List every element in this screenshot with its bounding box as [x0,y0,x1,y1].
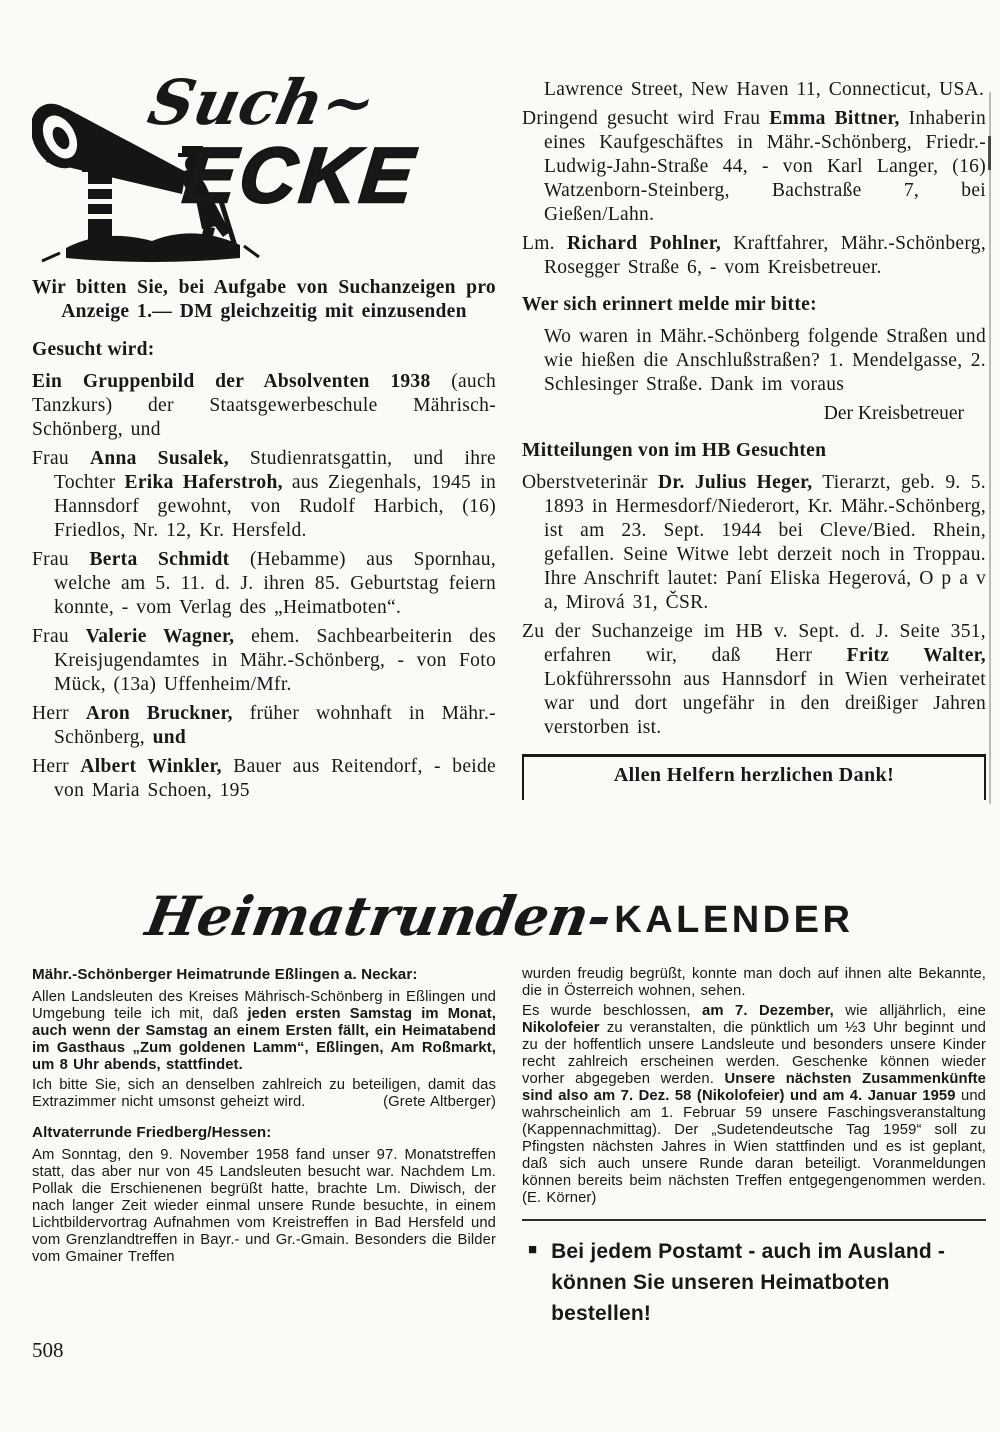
postamt-callout [522,1219,986,1329]
thanks-box [522,754,986,800]
erinnert-heading: Wer sich erinnert melde mir bitte: [522,294,817,315]
postamt-line2: können Sie unseren Heimatboten bestellen! [551,1271,890,1325]
logo-script-text: Such~ [142,66,383,139]
square-bullet-icon: ■ [528,1241,538,1258]
gesucht-item [32,548,496,620]
postamt-text [551,1236,986,1329]
friedberg-heading: Altvaterrunde Friedberg/Hessen: [32,1124,272,1141]
friedberg-paragraph [32,1147,496,1266]
mitteilungen-heading: Mitteilungen von im HB Gesuchten [522,440,827,461]
text-segment: Herr [32,756,81,777]
submission-notice: Wir bitten Sie, bei Aufgabe von Suchanzeigen pro Anzeige 1.— DM gleichzeitig mit einzusenden [32,277,496,322]
text-segment: Herr [32,703,86,724]
text-segment: Frau [32,549,90,570]
kalender-section [32,966,986,1329]
text-segment: Unsere nächsten Zusammenkünfte sind also am 7. Dez. 58 (Nikolofeier) und am 4. Januar 1959 [522,1071,986,1104]
text-segment: Allen Landsleuten des Kreises Mährisch-Schönberg in Eßlingen und Umgebung teile ich mit, daß [32,989,496,1022]
text-segment: Tierarzt, geb. 9. 5. 1893 in Hermesdorf/Niederort, Kr. Mähr.-Schönberg, ist am 23. Sept. 1944 bei Cleve/Bied. Rhein, gefallen. Seine Witwe lebt derzeit noch in Troppau. Ihre Anschrift lautet: Paní Eliska Hegerová, O p a v a, Mirová 31, ČSR. [544,472,986,613]
kalender-paragraph [522,966,986,1000]
text-segment: Am Sonntag, den 9. November 1958 fand unser 97. Monatstreffen statt, das aber nur von 45 Landsleuten besucht war. Nachdem Lm. Pollak die Erschienenen begrüßt hatte, brachte Lm. Diwisch, der nach langer Zeit wieder einmal unsere Runde besuchte, in einem Lichtbildervortrag Aufnahmen vom Kreistreffen in Bad Hersfeld und vom Grenzlandtreffen in Bayr.- und Gr.-Gmain. Besonders die Bilder vom Gmainer Treffen [32,1147,496,1265]
text-segment: jeden ersten Samstag im Monat, auch wenn der Samstag an einem Ersten fällt, ein Heimatabend im Gasthaus „Zum goldenen Lamm“, Eßlingen, Am Roßmarkt, um 8 Uhr abends, stattfindet. [32,1006,496,1073]
text-segment: Ein Gruppenbild der Absolventen 1938 [32,371,431,392]
left-column [32,66,497,808]
text-segment: zu veranstalten, die pünktlich um ½3 Uhr beginnt und zu der hoffentlich unsere Landsleute und besonders unsere Kinder recht zahlreich erscheinen werden. Geschenke können wieder vorher abgegeben werden. [522,1020,986,1087]
text-segment: wurden freudig begrüßt, konnte man doch auf ihnen alte Bekannte, die in Österreich wohnen, sehen. [522,966,986,999]
page-number: 508 [32,1338,64,1362]
text-segment: Studienratsgattin, und ihre Tochter [54,448,496,493]
text-segment: Lawrence Street, New Haven 11, Connecticut, USA. [544,79,985,100]
text-segment: Nikolofeier [522,1020,600,1036]
text-segment: Berta Schmidt [89,549,230,570]
esslingen-heading: Mähr.-Schönberger Heimatrunde Eßlingen a. Neckar: [32,966,418,983]
gesucht-item [32,447,496,543]
text-segment: Inhaberin eines Kaufgeschäftes in Mähr.-Schönberg, Friedr.-Ludwig-Jahn-Straße 44, - von Karl Langer, (16) Watzenborn-Steinberg, Bachstraße 7, bei Gießen/Lahn. [544,108,986,225]
text-segment: Kraftfahrer, Mähr.-Schönberg, Rosegger Straße 6, - vom Kreisbetreuer. [544,233,987,278]
text-segment: früher wohnhaft in Mähr.-Schönberg, [54,703,496,748]
text-segment: Dr. Julius Heger, [657,472,813,493]
text-segment: Emma Bittner, [769,108,900,129]
text-segment: wie alljährlich, eine [833,1003,986,1019]
text-segment: Valerie Wagner, [85,626,235,647]
text-segment: Fritz Walter, [846,645,986,666]
text-segment: Richard Pohlner, [567,233,722,254]
erinnert-paragraph: Wo waren in Mähr.-Schönberg folgende Straßen und wie hießen die Anschlußstraßen? 1. Mendelgasse, 2. Schlesinger Straße. Dank im voraus [544,326,986,395]
text-segment: (auch Tanzkurs) der Staatsgewerbeschule Mährisch-Schönberg, und [32,371,496,440]
mitteilungen-item [522,620,986,740]
divider-rule [522,1219,986,1221]
text-segment: - [931,1240,946,1263]
text-segment: Lm. [522,233,568,254]
erinnert-signature: Der Kreisbetreuer [823,403,964,424]
text-segment: Oberstveterinär [522,472,658,493]
kalender-right-column [522,966,986,1329]
text-segment: und wahrscheinlich am 1. Februar 59 unsere Faschingsveranstaltung (Kappennachmittag). Der „Sudetendeutsche Tag 1959“ soll zu Pfingsten nächsten Jahres in Wien stattfinden und es ist geplant, daß sich auch unsere Runde daran beteiligt. Voranmeldungen können bereits beim nächsten Treffen entgegengenommen werden. (E. Körner) [522,1088,986,1206]
logo-block-text: ECKE [179,131,422,219]
gesucht-wird-heading: Gesucht wird: [32,339,155,360]
search-item [522,107,986,227]
text-segment: ehem. Sachbearbeiterin des Kreisjugendamtes in Mähr.-Schönberg, - von Foto Mück, (13a) Uffenheim/Mfr. [54,626,496,695]
text-segment: am 7. Dezember, [702,1003,834,1019]
text-segment: Frau [32,448,90,469]
gesucht-item [32,755,496,803]
text-segment: Dringend gesucht wird Frau [522,108,770,129]
kalender-left-column [32,966,496,1329]
text-segment: Ich bitte Sie, sich an denselben zahlreich zu beteiligen, damit das Extrazimmer nicht umsonst geheizt wird. [32,1077,496,1110]
right-column [522,78,986,808]
scan-edge-artifact [988,136,991,170]
text-segment: Bei jedem Postamt - [551,1240,762,1263]
kalender-title [0,884,1000,948]
text-segment: Anna Susalek, [89,448,229,469]
text-segment: Frau [32,626,86,647]
gesucht-item [32,702,496,750]
text-segment: Zu der Suchanzeige im HB v. Sept. d. J. Seite 351, erfahren wir, daß Herr [522,621,986,666]
kalender-paragraph [522,1003,986,1207]
text-segment: Bauer aus Reitendorf, - beide von Maria Schoen, 195 [54,756,497,801]
text-segment: auch im Ausland [761,1240,932,1263]
such-ecke-logo [32,66,496,268]
esslingen-signature: (Grete Altberger) [383,1094,496,1110]
search-item-continuation [522,78,986,102]
esslingen-paragraph [32,1077,496,1111]
text-segment: und [152,727,187,748]
thanks-text: Allen Helfern herzlichen Dank! [613,764,895,786]
scan-edge-artifact [989,92,991,804]
gesucht-item [32,625,496,697]
text-segment: aus Ziegenhals, 1945 in Hannsdorf gewohnt, von Rudolf Harbich, (16) Friedlos, Nr. 12, Kr. Hersfeld. [54,472,497,541]
esslingen-paragraph [32,989,496,1074]
text-segment: Es wurde beschlossen, [522,1003,703,1019]
such-ecke-section [32,66,987,808]
text-segment: Albert Winkler, [80,756,222,777]
search-item [522,232,986,280]
mitteilungen-item [522,471,986,615]
text-segment: (Hebamme) aus Spornhau, welche am 5. 11. d. J. ihren 85. Geburtstag feiern konnte, - vom Verlag des „Heimatboten“. [54,549,497,618]
kalender-title-caps: KALENDER [614,899,854,941]
postamt-line1 [551,1236,986,1267]
text-segment: Erika Haferstroh, [124,472,283,493]
text-segment: Aron Bruckner, [85,703,233,724]
kalender-title-script: Heimatrunden- [140,884,616,948]
text-segment: Lokführerssohn aus Hannsdorf in Wien verheiratet war und dort ungefähr in den dreißiger Jahren verstorben ist. [544,669,986,738]
gesucht-item [32,370,496,442]
